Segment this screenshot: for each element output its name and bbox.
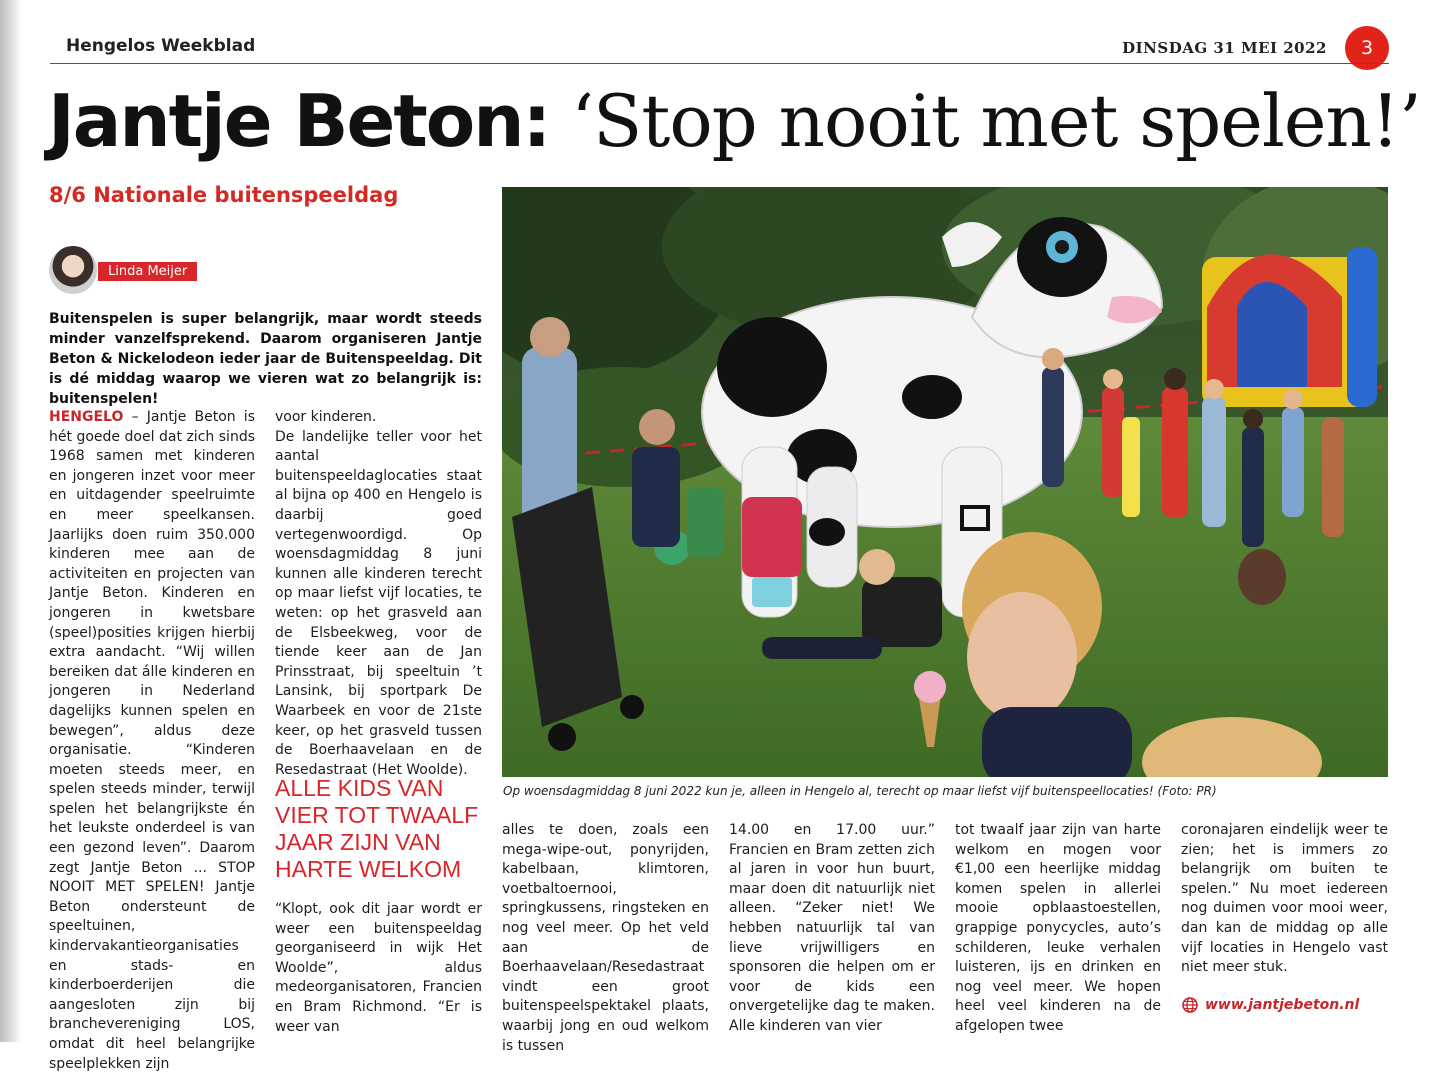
photo-caption: Op woensdagmiddag 8 juni 2022 kun je, alleen in Hengelo al, terecht op maar liefst vijf buitenspeellocaties! (Foto: PR) (503, 784, 1217, 798)
lead-paragraph: Buitenspelen is super belangrijk, maar wordt steeds minder vanzelfsprekend. Daarom organiseren Jantje Beton & Nickelodeon ieder jaar de Buitenspeeldag. Dit is dé middag waarop we vieren wat zo belangrijk is: buitenspelen! (49, 311, 482, 407)
article-column-1 (49, 408, 255, 1074)
issue-date: DINSDAG 31 MEI 2022 (1122, 39, 1327, 57)
column-3-text: alles te doen, zoals een mega-wipe-out, ponyrijden, kabelbaan, klimtoren, voetbaltoernooi, springkussens, ringsteken en nog veel meer. Op het veld aan de Boerhaavelaan/Resedastraat vindt een groot buitenspeelspektakel plaats, waarbij jong en oud welkom is tussen (502, 822, 709, 1054)
headline-name: Jantje Beton: (48, 79, 550, 163)
author-avatar (49, 246, 97, 294)
dateline: HENGELO (49, 409, 124, 425)
column-2-text-c: “Klopt, ook dit jaar wordt er weer een buitenspeeldag georganiseerd in wijk Het Woolde”, aldus medeorganisatoren, Francien en Bram Richmond. “Er is weer van (275, 901, 482, 1035)
website-url[interactable]: www.jantjebeton.nl (1205, 997, 1360, 1013)
page-number-badge: 3 (1345, 26, 1389, 70)
column-4-text: 14.00 en 17.00 uur.” Francien en Bram zetten zich al jaren in voor hun buurt, maar doen dit natuurlijk niet alleen. “Zeker niet! We hebben natuurlijk tal van lieve vrijwilligers en sponsoren die helpen om er voor de kids een onvergetelijke dag te maken. Alle kinderen van vier (729, 822, 935, 1034)
article-column-6 (1181, 821, 1388, 978)
column-2-text-a: voor kinderen. (275, 409, 377, 425)
article-column-5 (955, 821, 1161, 1037)
masthead-rule (50, 63, 1389, 64)
subheadline: 8/6 Nationale buitenspeeldag (49, 183, 399, 207)
author-byline: Linda Meijer (98, 262, 197, 281)
article-photo (502, 187, 1388, 777)
column-5-text: tot twaalf jaar zijn van harte welkom en mogen voor €1,00 een heerlijke middag komen spelen in allerlei mooie opblaastoestellen, grappige ponycycles, auto’s schilderen, leuke verhalen luisteren, ijs en drinken en nog veel meer. We hopen heel veel kinderen na de afgelopen twee (955, 822, 1161, 1034)
column-2-text-b: De landelijke teller voor het aantal buitenspeeldaglocaties staat al bijna op 400 en Hengelo is daarbij goed vertegenwoordigd. Op woensdagmiddag 8 juni kunnen alle kinderen terecht op maar liefst vijf locaties, te weten: op het grasveld aan de Elsbeekweg, voor de tiende keer aan de Jan Prinsstraat, bij speeltuin ’t Lansink, bij sportpark De Waarbeek en voor de 21ste keer, op het grasveld tussen de Boerhaavelaan en de Resedastraat (Het Woolde). (275, 428, 482, 778)
pull-quote: ALLE KIDS VAN VIER TOT TWAALF JAAR ZIJN VAN HARTE WELKOM (275, 775, 479, 882)
column-6-text: coronajaren eindelijk weer te zien; het is immers zo belangrijk om buiten te spelen.” Nu moet iedereen nog duimen voor mooi weer, dan kan de middag op alle vijf locaties in Hengelo vast niet meer stuk. (1181, 822, 1388, 976)
column-1-text: – Jantje Beton is hét goede doel dat zich sinds 1968 samen met kinderen en jongeren inzet voor meer en uitdagender speelruimte en meer speelkansen. Jaarlijks doen ruim 350.000 kinderen mee aan de activiteiten en projecten van Jantje Beton. Kinderen en jongeren in kwetsbare (speel)posities krijgen hierbij extra aandacht. “Wij willen bereiken dat álle kinderen en jongeren in Nederland dagelijks kunnen spelen en bewegen”, aldus deze organisatie. “Kinderen moeten steeds meer, en spelen steeds minder, terwijl spelen het belangrijkste én het leukste onderdeel is van een gezond leven”. Daarom zegt Jantje Beton ... STOP NOOIT MET SPELEN! Jantje Beton ondersteunt de speeltuinen, kindervakantieorganisaties en stads- en kinderboerderijen die aangesloten zijn bij branchevereniging LOS, omdat dit heel belangrijke speelplekken zijn (49, 409, 255, 1072)
globe-icon (1182, 997, 1198, 1013)
article-column-4 (729, 821, 935, 1037)
article-column-2 (275, 408, 482, 780)
website-link[interactable] (1182, 997, 1359, 1013)
page-gutter-shadow (0, 0, 22, 1042)
headline (48, 76, 1421, 166)
headline-quote: ‘Stop nooit met spelen!’ (571, 79, 1421, 163)
article-column-3 (502, 821, 709, 1056)
article-column-2-continued (275, 900, 482, 1037)
publication-name: Hengelos Weekblad (66, 36, 256, 56)
